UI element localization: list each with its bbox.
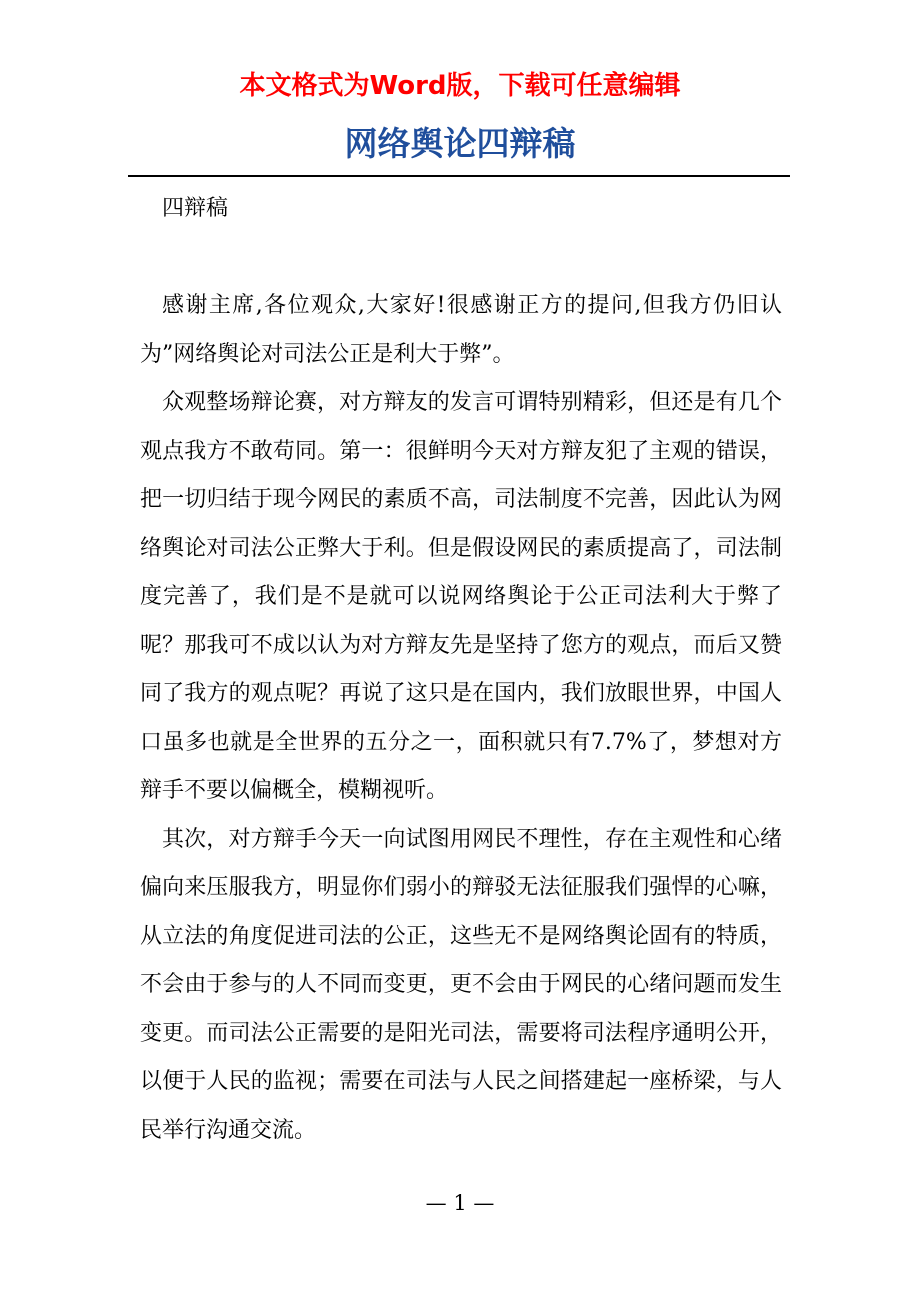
page-number: — 1 — (425, 1191, 495, 1215)
download-notice: 本文格式为Word版，下载可任意编辑 (239, 71, 681, 101)
header-divider (128, 175, 790, 177)
paragraph-second-point: 其次，对方辩手今天一向试图用网民不理性，存在主观性和心绪偏向来压服我方，明显你们弱小的辩驳无法征服我们强悍的心嘛，从立法的角度促进司法的公正，这些无不是网络舆论固有的特质，不会由于参与的人不同而变更，更不会由于网民的心绪问题而发生变更。而司法公正需要的是阳光司法，需要将司法程序通明公开，以便于人民的监视；需要在司法与人民之间搭建起一座桥梁，与人民举行沟通交流。 (140, 826, 782, 1143)
section-heading: 四辩稿 (162, 196, 229, 221)
document-body (140, 185, 782, 1155)
paragraph-greeting: 感谢主席,各位观众,大家好!很感谢正方的提问,但我方仍旧认为”网络舆论对司法公正是利大于弊”。 (140, 293, 782, 367)
document-title: 网络舆论四辩稿 (344, 124, 576, 163)
blank-line (140, 234, 782, 283)
paragraph-first-point: 众观整场辩论赛，对方辩友的发言可谓特别精彩，但还是有几个观点我方不敢苟同。第一：很鲜明今天对方辩友犯了主观的错误，把一切归结于现今网民的素质不高，司法制度不完善，因此认为网络舆论对司法公正弊大于利。但是假设网民的素质提高了，司法制度完善了，我们是不是就可以说网络舆论于公正司法利大于弊了呢？那我可不成以认为对方辩友先是坚持了您方的观点，而后又赞同了我方的观点呢？再说了这只是在国内，我们放眼世界，中国人口虽多也就是全世界的五分之一，面积就只有7.7%了，梦想对方辩手不要以偏概全，模糊视听。 (140, 390, 782, 803)
